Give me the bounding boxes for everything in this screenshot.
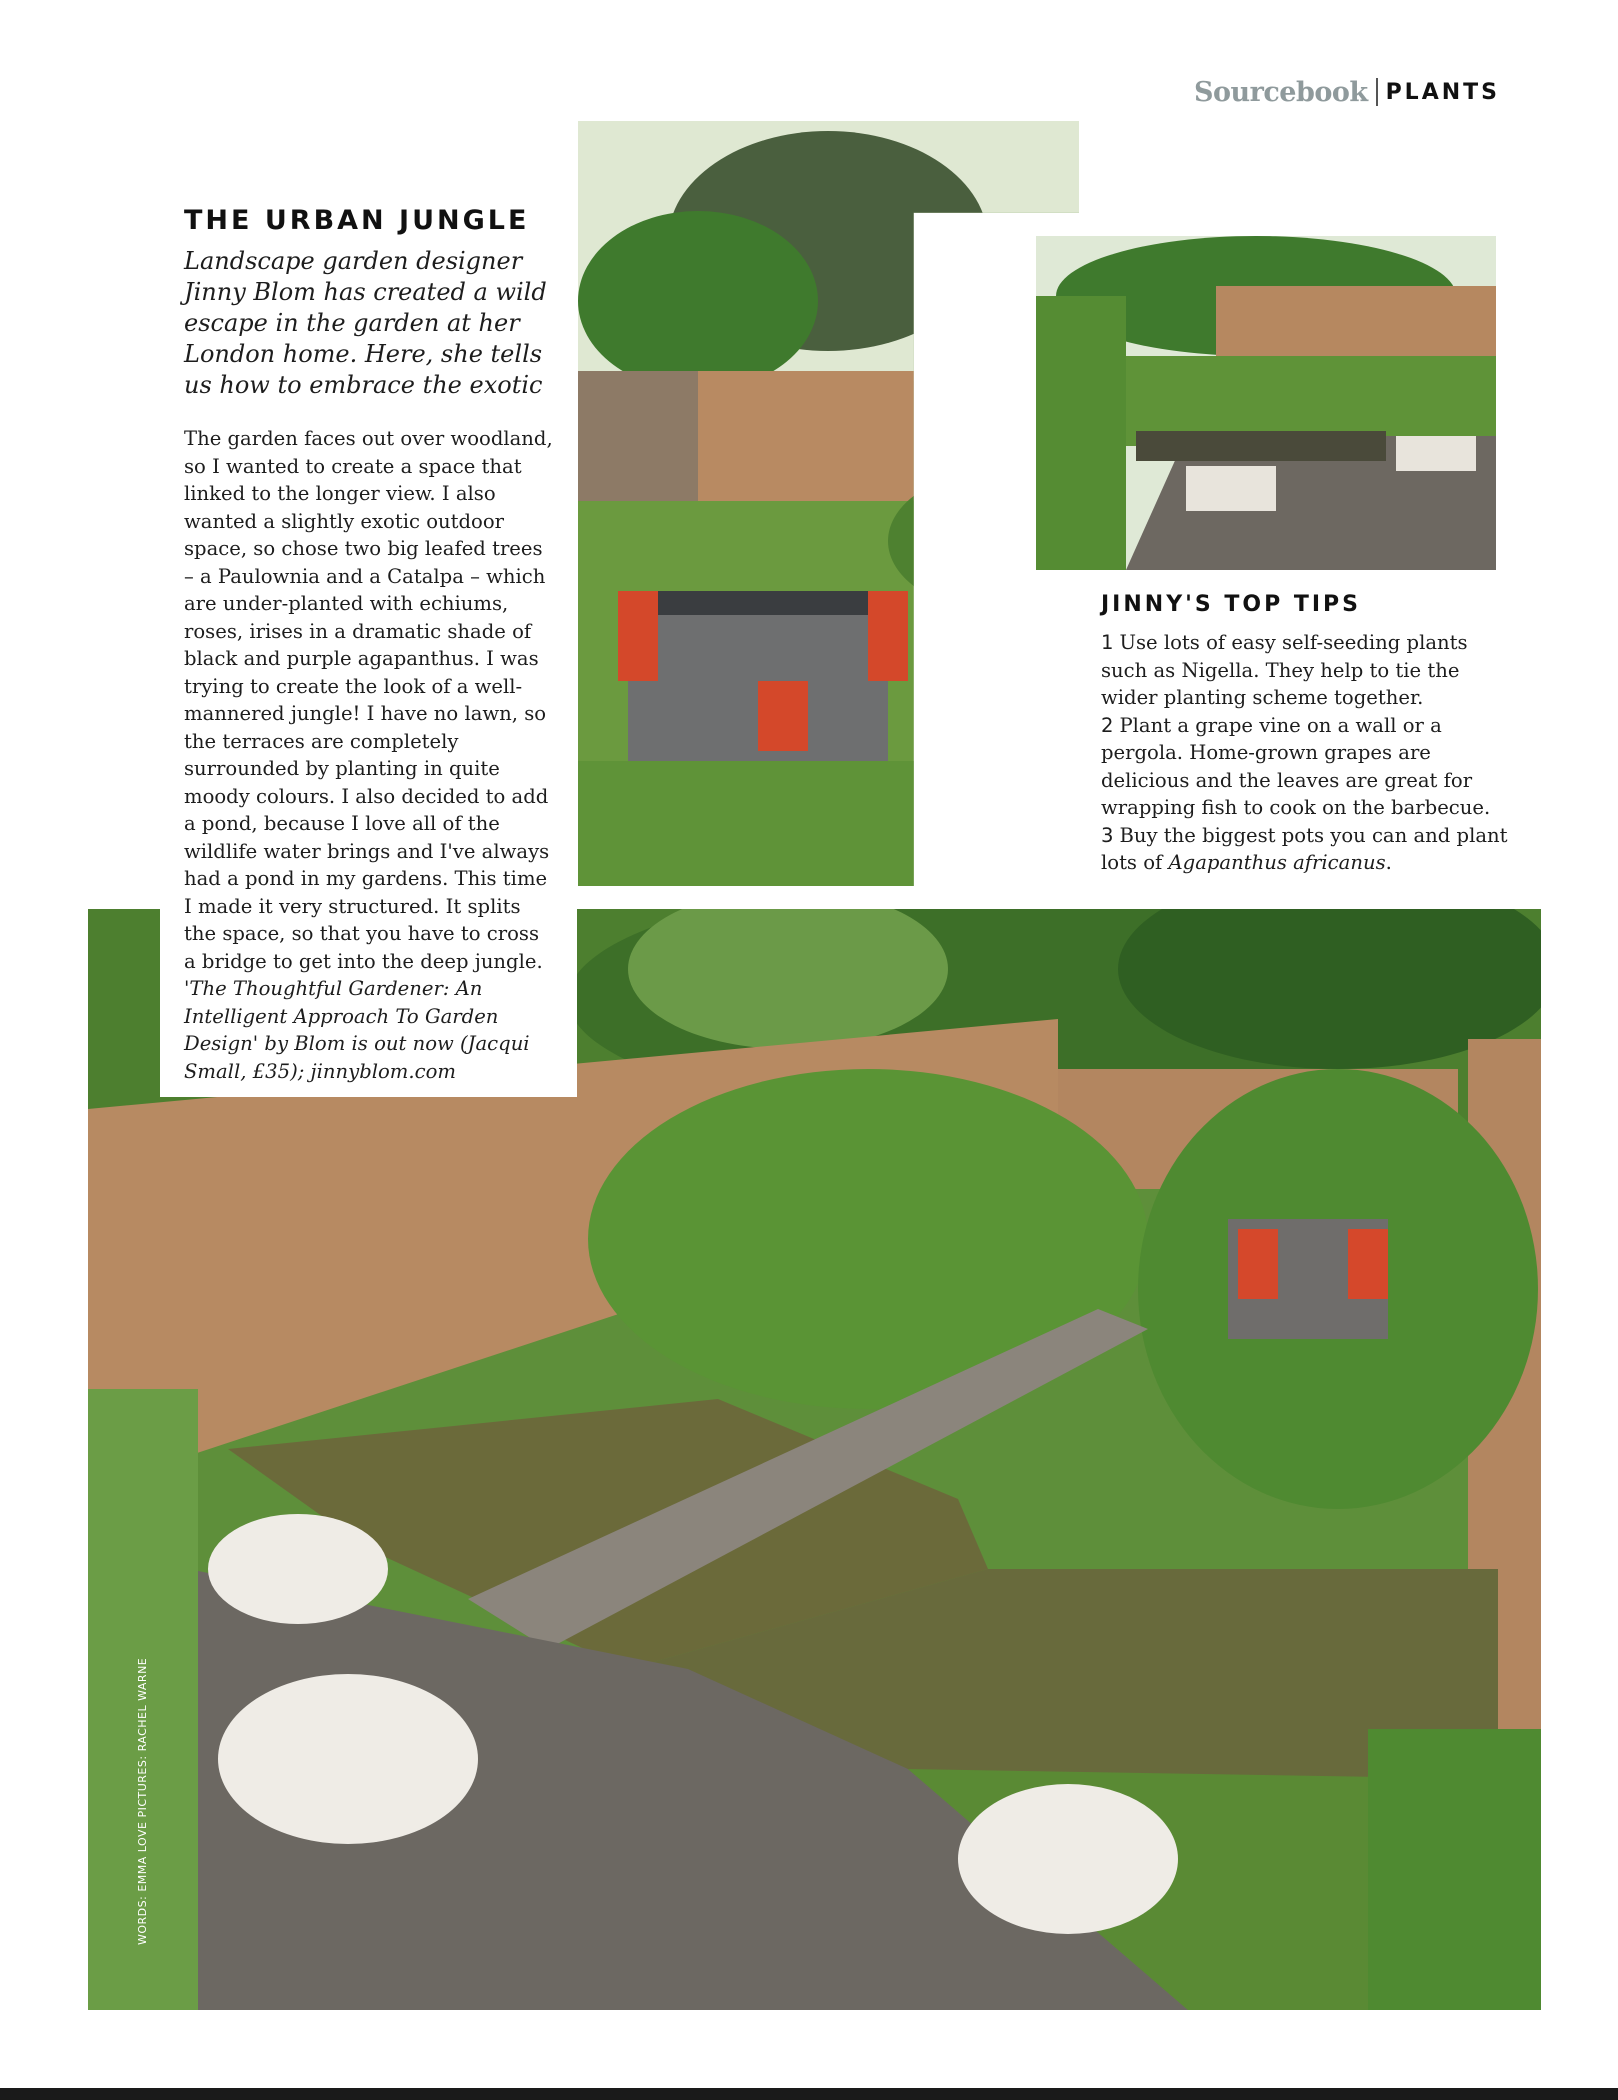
tip-text: Plant a grape vine on a wall or a pergola. Home-grown grapes are delicious and the leaves are great for wrapping fish to cook on the barbecue. (1101, 713, 1491, 819)
bottom-rule (0, 2088, 1618, 2100)
brand-name: Sourcebook (1193, 76, 1368, 108)
book-note: 'The Thoughtful Gardener: An Intelligent Approach To Garden Design' by Blom is out now (Jacqui Small, £35); jinnyblom.com (184, 977, 530, 1083)
article-standfirst: Landscape garden designer Jinny Blom has created a wild escape in the garden at her London home. Here, she tells us how to embrace the exotic (184, 247, 547, 399)
tip-text: Buy the biggest pots you can and plant lots of (1101, 823, 1508, 874)
photo-patio-dining (578, 121, 1079, 886)
section-label: PLANTS (1385, 79, 1500, 105)
photo-credit: WORDS: EMMA LOVE PICTURES: RACHEL WARNE (136, 1657, 149, 1945)
tip-text-italic: Agapanthus africanus (1168, 851, 1386, 874)
tip-number: 3 (1101, 823, 1114, 847)
article-column (184, 205, 554, 1085)
article-headline: THE URBAN JUNGLE (184, 205, 530, 236)
tip-text: Use lots of easy self-seeding plants such as Nigella. They help to tie the wider planting scheme together. (1101, 631, 1468, 709)
article-body: The garden faces out over woodland, so I wanted to create a space that linked to the longer view. I also wanted a slightly exotic outdoor space, so chose two big leafed trees – a Paulownia and a Catalpa – which are under-planted with echiums, roses, irises in a dramatic shade of black and purple agapanthus. I was trying to create the look of a well-mannered jungle! I have no lawn, so the terraces are completely surrounded by planting in quite moody colours. I also decided to add a pond, because I love all of the wildlife water brings and I've always had a pond in my gardens. This time I made it very structured. It splits the space, so that you have to cross a bridge to get into the deep jungle. (184, 427, 553, 973)
photo-deck-view (1036, 236, 1496, 570)
tip-text-end: . (1385, 851, 1392, 874)
top-tips-box (1101, 592, 1511, 877)
tips-heading: JINNY'S TOP TIPS (1101, 592, 1362, 617)
running-head (1120, 72, 1500, 112)
tip-item (1101, 712, 1511, 822)
tip-item (1101, 822, 1511, 877)
tip-item (1101, 629, 1511, 712)
header-divider (1376, 78, 1378, 106)
tip-number: 2 (1101, 713, 1114, 737)
tip-number: 1 (1101, 631, 1114, 654)
